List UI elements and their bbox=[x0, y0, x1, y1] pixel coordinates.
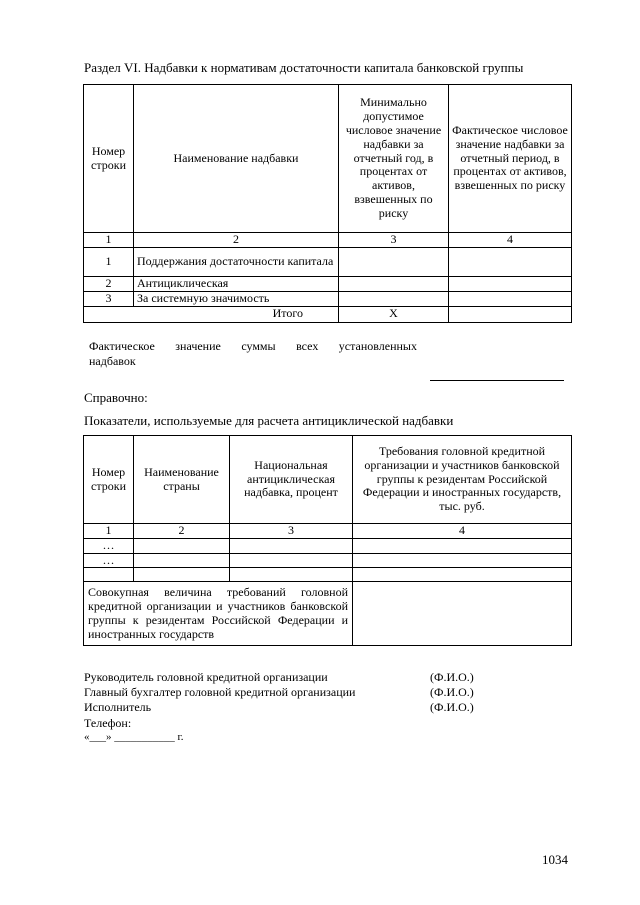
reference-label: Справочно: bbox=[84, 390, 148, 405]
total-label: Итого bbox=[84, 306, 339, 322]
column-number-row bbox=[84, 524, 572, 539]
table-row bbox=[84, 276, 572, 291]
column-number: 3 bbox=[230, 524, 353, 539]
country-cell bbox=[134, 553, 230, 568]
header-actual-value: Фактическое числовое значение надбавки за отчетный период, в процентах от активов, взвешенных по риску bbox=[449, 85, 572, 233]
actual-value-cell bbox=[449, 247, 572, 276]
total-claims-label: Совокупная величина требований головной кредитной организации и участников банковской группы к резидентам Российской Федерации и иностранных государств bbox=[84, 582, 353, 646]
header-country-name: Наименование страны bbox=[134, 436, 230, 524]
column-number: 4 bbox=[353, 524, 572, 539]
countercyclical-table bbox=[83, 435, 572, 646]
column-number: 2 bbox=[134, 524, 230, 539]
row-number: 2 bbox=[84, 276, 134, 291]
claims-cell bbox=[353, 553, 572, 568]
table-row bbox=[84, 568, 572, 582]
header-claims: Требования головной кредитной организации и участников банковской группы к резидентам Российской Федерации и иностранных государств, тыс. руб. bbox=[353, 436, 572, 524]
actual-sum-line1: Фактическое значение суммы всех установленных bbox=[89, 339, 417, 353]
header-buffer-name: Наименование надбавки bbox=[134, 85, 339, 233]
actual-sum-line2: надбавок bbox=[89, 354, 136, 368]
minimum-value-cell bbox=[339, 291, 449, 306]
reference-subtitle: Показатели, используемые для расчета антициклической надбавки bbox=[84, 413, 454, 428]
signature-fio: (Ф.И.О.) bbox=[430, 700, 474, 714]
row-name: Антициклическая bbox=[134, 276, 339, 291]
row-number: 3 bbox=[84, 291, 134, 306]
claims-cell bbox=[353, 538, 572, 553]
table-row bbox=[84, 247, 572, 276]
column-number: 1 bbox=[84, 233, 134, 248]
phone-label: Телефон: bbox=[84, 716, 132, 730]
total-mark: X bbox=[339, 306, 449, 322]
column-number: 4 bbox=[449, 233, 572, 248]
column-number: 2 bbox=[134, 233, 339, 248]
total-row bbox=[84, 582, 572, 646]
total-claims-cell bbox=[353, 582, 572, 646]
signature-fio: (Ф.И.О.) bbox=[430, 670, 474, 684]
row-ellipsis: … bbox=[84, 553, 134, 568]
claims-cell bbox=[353, 568, 572, 582]
minimum-value-cell bbox=[339, 276, 449, 291]
header-row-number: Номер строки bbox=[84, 436, 134, 524]
row-name: Поддержания достаточности капитала bbox=[134, 247, 339, 276]
table-row bbox=[84, 291, 572, 306]
rate-cell bbox=[230, 538, 353, 553]
country-cell bbox=[134, 568, 230, 582]
column-number: 3 bbox=[339, 233, 449, 248]
signature-fio: (Ф.И.О.) bbox=[430, 685, 474, 699]
row-name: За системную значимость bbox=[134, 291, 339, 306]
actual-value-cell bbox=[449, 291, 572, 306]
date-line: «___» ___________ г. bbox=[84, 731, 184, 743]
signature-role: Исполнитель bbox=[84, 700, 152, 714]
section-title: Раздел VI. Надбавки к нормативам достаточности капитала банковской группы bbox=[84, 60, 524, 75]
table-row bbox=[84, 553, 572, 568]
actual-sum-value-line bbox=[430, 380, 564, 381]
buffers-table bbox=[83, 84, 572, 323]
row-number-cell bbox=[84, 568, 134, 582]
total-actual-cell bbox=[449, 306, 572, 322]
signature-role: Руководитель головной кредитной организации bbox=[84, 670, 328, 684]
total-row bbox=[84, 306, 572, 322]
row-ellipsis: … bbox=[84, 538, 134, 553]
column-number-row bbox=[84, 233, 572, 248]
signature-role: Главный бухгалтер головной кредитной организации bbox=[84, 685, 356, 699]
header-national-rate: Национальная антициклическая надбавка, процент bbox=[230, 436, 353, 524]
actual-value-cell bbox=[449, 276, 572, 291]
page-number: 1034 bbox=[542, 852, 568, 867]
header-row-number: Номер строки bbox=[84, 85, 134, 233]
minimum-value-cell bbox=[339, 247, 449, 276]
country-cell bbox=[134, 538, 230, 553]
rate-cell bbox=[230, 568, 353, 582]
row-number: 1 bbox=[84, 247, 134, 276]
header-minimum-value: Минимально допустимое числовое значение надбавки за отчетный год, в процентах от активов, взвешенных по риску bbox=[339, 85, 449, 233]
table-row bbox=[84, 538, 572, 553]
rate-cell bbox=[230, 553, 353, 568]
column-number: 1 bbox=[84, 524, 134, 539]
